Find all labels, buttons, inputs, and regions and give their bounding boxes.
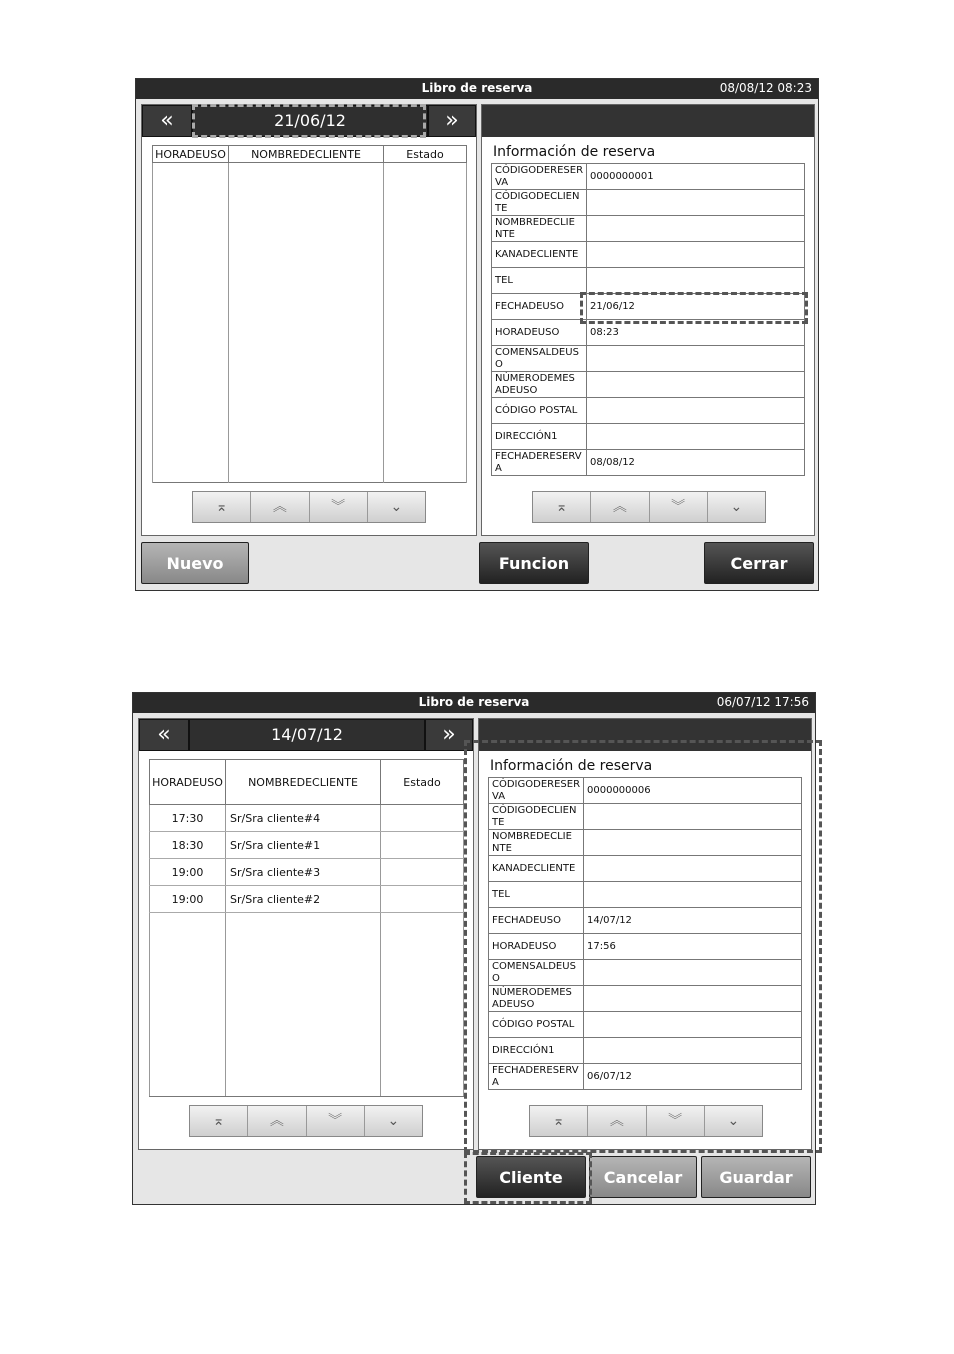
info-value[interactable]: 08/08/12: [587, 450, 805, 476]
reservation-info-panel: [478, 718, 812, 1150]
window-title: Libro de reserva: [421, 81, 533, 95]
funcion-button[interactable]: Funcion: [479, 542, 589, 584]
prev-date-button[interactable]: «: [142, 105, 192, 137]
info-value[interactable]: 06/07/12: [584, 1064, 802, 1090]
info-label: KANADECLIENTE: [489, 856, 584, 882]
cell-status: [381, 805, 464, 832]
info-value[interactable]: [587, 398, 805, 424]
last-icon[interactable]: ⌄: [708, 492, 765, 522]
info-row: [489, 882, 802, 908]
info-value[interactable]: [584, 804, 802, 830]
current-date[interactable]: 14/07/12: [189, 719, 425, 751]
table-row[interactable]: [150, 859, 464, 886]
info-label: DIRECCIÓN1: [489, 1038, 584, 1064]
last-icon[interactable]: ⌄: [368, 492, 425, 522]
column-header[interactable]: Estado: [384, 146, 467, 163]
info-scroll-area: [488, 777, 803, 1095]
screen-reservation-2: [132, 692, 816, 1205]
info-label: NOMBREDECLIE NTE: [489, 830, 584, 856]
last-icon[interactable]: ⌄: [365, 1106, 422, 1136]
next-date-button[interactable]: »: [425, 719, 473, 751]
empty-cell: [381, 913, 464, 1097]
info-value[interactable]: [587, 424, 805, 450]
info-title: Información de reserva: [493, 144, 656, 160]
info-value[interactable]: [584, 986, 802, 1012]
info-value[interactable]: [584, 960, 802, 986]
info-row: [489, 960, 802, 986]
info-label: FECHADERESERV A: [489, 1064, 584, 1090]
empty-cell: [153, 163, 229, 483]
info-label: COMENSALDEUS O: [489, 960, 584, 986]
info-label: HORADEUSO: [492, 320, 587, 346]
info-row: [489, 986, 802, 1012]
info-row: [492, 216, 805, 242]
info-value[interactable]: [584, 856, 802, 882]
cell-status: [381, 832, 464, 859]
cancelar-button[interactable]: Cancelar: [589, 1156, 697, 1198]
page-down-icon[interactable]: ︾: [650, 492, 708, 522]
empty-cell: [150, 913, 226, 1097]
info-table: [488, 777, 802, 1090]
info-label: TEL: [489, 882, 584, 908]
datetime: 06/07/12 17:56: [716, 695, 809, 709]
info-value[interactable]: 0000000006: [584, 778, 802, 804]
info-scroll-buttons: [529, 1105, 763, 1137]
info-row: [489, 908, 802, 934]
cell-time: 19:00: [150, 859, 226, 886]
first-icon[interactable]: ⌅: [533, 492, 591, 522]
info-label: CÓDIGODERESER VA: [489, 778, 584, 804]
column-header[interactable]: NOMBREDECLIENTE: [226, 760, 381, 805]
info-label: CÓDIGODECLIEN TE: [492, 190, 587, 216]
info-value[interactable]: [584, 882, 802, 908]
reservation-list-panel: [138, 718, 474, 1150]
prev-date-button[interactable]: «: [139, 719, 189, 751]
page-down-icon[interactable]: ︾: [310, 492, 368, 522]
info-value[interactable]: [587, 242, 805, 268]
info-panel-header: [479, 719, 811, 751]
page-up-icon[interactable]: ︽: [588, 1106, 646, 1136]
info-label: CÓDIGO POSTAL: [492, 398, 587, 424]
info-value[interactable]: 21/06/12: [587, 294, 805, 320]
info-label: NOMBREDECLIE NTE: [492, 216, 587, 242]
cell-status: [381, 886, 464, 913]
info-row: [489, 1038, 802, 1064]
page-up-icon[interactable]: ︽: [251, 492, 309, 522]
info-label: FECHADEUSO: [492, 294, 587, 320]
table-row[interactable]: [150, 805, 464, 832]
info-value[interactable]: [587, 268, 805, 294]
info-value[interactable]: 14/07/12: [584, 908, 802, 934]
info-label: CÓDIGODECLIEN TE: [489, 804, 584, 830]
title-bar: [133, 693, 815, 713]
cell-status: [381, 859, 464, 886]
empty-cell: [229, 163, 384, 483]
info-panel-header: [482, 105, 814, 137]
cerrar-button[interactable]: Cerrar: [704, 542, 814, 584]
info-row: [492, 294, 805, 320]
info-value[interactable]: [587, 216, 805, 242]
info-value[interactable]: [584, 830, 802, 856]
info-row: [492, 190, 805, 216]
info-row: [489, 934, 802, 960]
cell-time: 17:30: [150, 805, 226, 832]
info-row: [492, 320, 805, 346]
cell-name: Sr/Sra cliente#1: [226, 832, 381, 859]
first-icon[interactable]: ⌅: [530, 1106, 588, 1136]
empty-cell: [384, 163, 467, 483]
cell-name: Sr/Sra cliente#2: [226, 886, 381, 913]
info-value[interactable]: 0000000001: [587, 164, 805, 190]
column-header[interactable]: HORADEUSO: [153, 146, 229, 163]
empty-cell: [226, 913, 381, 1097]
page-down-icon[interactable]: ︾: [647, 1106, 705, 1136]
info-value[interactable]: [587, 190, 805, 216]
table-row[interactable]: [150, 832, 464, 859]
column-header[interactable]: NOMBREDECLIENTE: [229, 146, 384, 163]
info-row: [489, 856, 802, 882]
reservation-table: [152, 145, 467, 483]
first-icon[interactable]: ⌅: [190, 1106, 248, 1136]
info-value[interactable]: [587, 372, 805, 398]
info-row: [492, 450, 805, 476]
info-label: COMENSALDEUS O: [492, 346, 587, 372]
screen-reservation-1: [135, 78, 819, 591]
list-scroll-buttons: [189, 1105, 423, 1137]
info-row: [492, 346, 805, 372]
info-row: [492, 398, 805, 424]
reservation-table: [149, 759, 464, 1097]
info-value[interactable]: 08:23: [587, 320, 805, 346]
info-row: [492, 372, 805, 398]
info-value[interactable]: [584, 1012, 802, 1038]
info-label: NÚMERODEMES ADEUSO: [492, 372, 587, 398]
cliente-button[interactable]: Cliente: [476, 1156, 586, 1198]
info-row: [489, 830, 802, 856]
info-value[interactable]: [584, 1038, 802, 1064]
page-up-icon[interactable]: ︽: [248, 1106, 306, 1136]
info-row: [489, 1064, 802, 1090]
next-date-button[interactable]: »: [428, 105, 476, 137]
info-row: [492, 242, 805, 268]
cell-name: Sr/Sra cliente#3: [226, 859, 381, 886]
info-row: [489, 804, 802, 830]
info-title: Información de reserva: [490, 758, 653, 774]
info-label: FECHADERESERV A: [492, 450, 587, 476]
title-bar: [136, 79, 818, 99]
info-row: [489, 778, 802, 804]
nuevo-button[interactable]: Nuevo: [141, 542, 249, 584]
info-row: [489, 1012, 802, 1038]
column-header[interactable]: HORADEUSO: [150, 760, 226, 805]
current-date[interactable]: 21/06/12: [192, 105, 428, 137]
info-label: CÓDIGODERESER VA: [492, 164, 587, 190]
first-icon[interactable]: ⌅: [193, 492, 251, 522]
info-label: HORADEUSO: [489, 934, 584, 960]
list-scroll-buttons: [192, 491, 426, 523]
info-label: CÓDIGO POSTAL: [489, 1012, 584, 1038]
info-value[interactable]: 17:56: [584, 934, 802, 960]
info-row: [492, 164, 805, 190]
datetime: 08/08/12 08:23: [719, 81, 812, 95]
info-label: TEL: [492, 268, 587, 294]
table-filler: [150, 913, 464, 1097]
info-label: DIRECCIÓN1: [492, 424, 587, 450]
last-icon[interactable]: ⌄: [705, 1106, 762, 1136]
window-title: Libro de reserva: [418, 695, 530, 709]
column-header[interactable]: Estado: [381, 760, 464, 805]
info-row: [492, 268, 805, 294]
table-row[interactable]: [150, 886, 464, 913]
info-label: NÚMERODEMES ADEUSO: [489, 986, 584, 1012]
page-down-icon[interactable]: ︾: [307, 1106, 365, 1136]
info-table: [491, 163, 805, 476]
info-scroll-area: [491, 163, 806, 481]
info-scroll-buttons: [532, 491, 766, 523]
reservation-info-panel: [481, 104, 815, 536]
cell-time: 18:30: [150, 832, 226, 859]
info-value[interactable]: [587, 346, 805, 372]
info-row: [492, 424, 805, 450]
info-label: KANADECLIENTE: [492, 242, 587, 268]
cell-time: 19:00: [150, 886, 226, 913]
page-up-icon[interactable]: ︽: [591, 492, 649, 522]
reservation-list-panel: [141, 104, 477, 536]
guardar-button[interactable]: Guardar: [701, 1156, 811, 1198]
cell-name: Sr/Sra cliente#4: [226, 805, 381, 832]
info-label: FECHADEUSO: [489, 908, 584, 934]
